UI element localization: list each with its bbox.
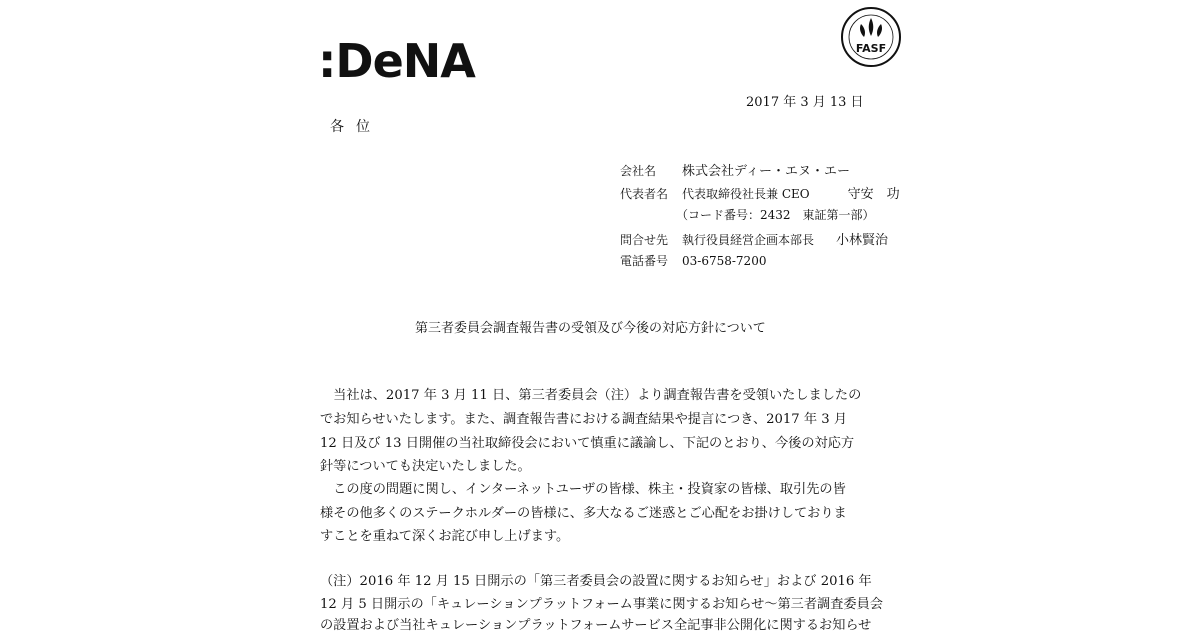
representative-row <box>620 183 900 202</box>
svg-text:FASF: FASF <box>855 42 887 55</box>
info-label: 代表者名 <box>620 187 669 201</box>
document-title: 第三者委員会調査報告書の受領及び今後の対応方針について <box>415 321 766 336</box>
info-value: 執行役員経営企画本部長 <box>682 233 815 247</box>
note-line: の設置および当社キュレーションプラットフォームサービス全記事非公開化に関するお知らせ <box>320 618 872 633</box>
company-row <box>620 160 850 179</box>
info-label: 会社名 <box>620 164 657 178</box>
document-date: 2017 年 3 月 13 日 <box>746 95 864 110</box>
body-line: この度の問題に関し、インターネットユーザの皆様、株主・投資家の皆様、取引先の皆 <box>320 482 846 497</box>
info-label: 電話番号 <box>620 254 669 268</box>
stock-code-row <box>676 206 875 223</box>
info-value: 株式会社ディー・エヌ・エー <box>682 164 850 179</box>
body-line: すことを重ねて深くお詫び申し上げます。 <box>320 529 570 544</box>
fasf-seal-icon <box>840 6 902 68</box>
note-line: 12 月 5 日開示の「キュレーションプラットフォーム事業に関するお知らせ～第三者調査委員会 <box>320 597 883 612</box>
note-line: （注）2016 年 12 月 15 日開示の「第三者委員会の設置に関するお知らせ」および 2016 年 <box>320 574 872 589</box>
info-label: 問合せ先 <box>620 233 669 247</box>
body-line: 12 日及び 13 日開催の当社取締役会において慎重に議論し、下記のとおり、今後の対応方 <box>320 436 855 451</box>
info-person-name: 小林賢治 <box>836 233 889 248</box>
phone-row <box>620 252 766 269</box>
body-line: 針等についても決定いたしました。 <box>320 459 531 474</box>
info-value: （コード番号：2432 東証第一部） <box>676 208 875 222</box>
info-value: 03-6758-7200 <box>682 254 767 268</box>
info-person-name: 守安 功 <box>847 187 900 202</box>
body-line: 様その他多くのステークホルダーの皆様に、多大なるご迷惑とご心配をお掛けしておりま <box>320 506 847 521</box>
dena-logo: :DeNA <box>318 34 475 88</box>
contact-row <box>620 229 888 248</box>
info-value: 代表取締役社長兼 CEO <box>682 187 810 201</box>
body-line: 当社は、2017 年 3 月 11 日、第三者委員会（注）より調査報告書を受領いたしましたの <box>320 388 862 403</box>
body-line: でお知らせいたします。また、調査報告書における調査結果や提言につき、2017 年 3 月 <box>320 412 848 427</box>
addressee: 各位 <box>330 119 382 135</box>
